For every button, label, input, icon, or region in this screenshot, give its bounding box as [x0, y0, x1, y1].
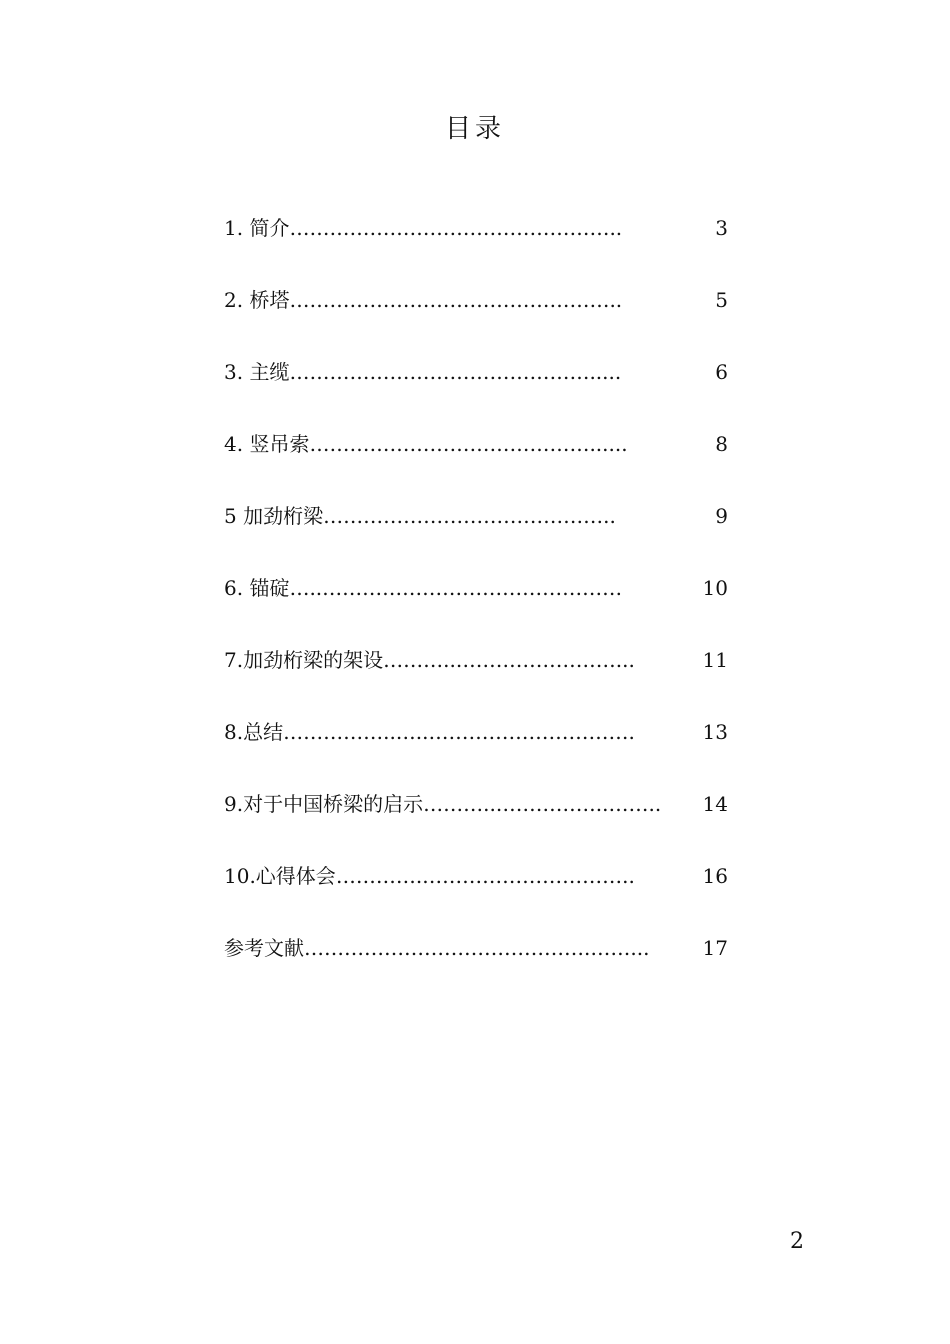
toc-entry-label: 6. 锚碇: [224, 576, 290, 600]
toc-entry-page: 13: [702, 720, 728, 744]
toc-entry[interactable]: [224, 356, 728, 428]
toc-entry-leader: ……………………………………......: [309, 432, 628, 456]
toc-entry-leader: …..………………………………………: [289, 576, 623, 600]
toc-entry[interactable]: [224, 428, 728, 500]
toc-entry-leader: ……………………………………..: [323, 504, 616, 528]
table-of-contents: [224, 212, 728, 1004]
toc-entry-page: 11: [702, 648, 728, 672]
toc-entry-label: 参考文献: [224, 936, 304, 960]
toc-entry[interactable]: [224, 644, 728, 716]
toc-entry-label: 2. 桥塔: [224, 288, 290, 312]
toc-entry-leader: ……………..…..………………………….: [283, 720, 635, 744]
toc-entry-page: 6: [715, 360, 728, 384]
toc-entry[interactable]: [224, 500, 728, 572]
toc-entry-page: 14: [702, 792, 728, 816]
toc-entry-label: 4. 竖吊索: [224, 432, 310, 456]
toc-entry-label: 10.心得体会: [224, 864, 336, 888]
toc-entry-leader: ……………………………………….....: [289, 360, 622, 384]
toc-entry[interactable]: [224, 212, 728, 284]
toc-entry[interactable]: [224, 284, 728, 356]
toc-entry-leader: ………..……………..……..: [423, 792, 662, 816]
toc-entry-leader: …………………………………………..: [289, 288, 623, 312]
toc-entry-page: 17: [702, 936, 728, 960]
page-title: 目录: [444, 114, 505, 144]
toc-entry[interactable]: [224, 572, 728, 644]
toc-entry-label: 3. 主缆: [224, 360, 290, 384]
toc-entry-page: 3: [715, 216, 728, 240]
toc-entry-label: 8.总结: [224, 720, 284, 744]
toc-entry-page: 10: [702, 576, 728, 600]
toc-entry[interactable]: [224, 788, 728, 860]
toc-entry-page: 16: [702, 864, 728, 888]
toc-entry-page: 8: [715, 432, 728, 456]
toc-entry-label: 5 加劲桁梁: [224, 504, 324, 528]
toc-entry-leader: …………………………………………..: [289, 216, 623, 240]
toc-entry[interactable]: [224, 860, 728, 932]
toc-entry-page: 9: [715, 504, 728, 528]
toc-entry-label: 9.对于中国桥梁的启示: [224, 792, 424, 816]
page-number: 2: [790, 1229, 804, 1254]
toc-entry[interactable]: [224, 716, 728, 788]
toc-entry-leader: ………….…………………………..: [335, 864, 635, 888]
toc-entry-leader: …………………………………….……...: [304, 936, 650, 960]
toc-entry-page: 5: [715, 288, 728, 312]
toc-entry-leader: ………..……………………...: [383, 648, 635, 672]
toc-entry-label: 7.加劲桁梁的架设: [224, 648, 384, 672]
toc-entry[interactable]: [224, 932, 728, 1004]
toc-entry-label: 1. 简介: [224, 216, 290, 240]
